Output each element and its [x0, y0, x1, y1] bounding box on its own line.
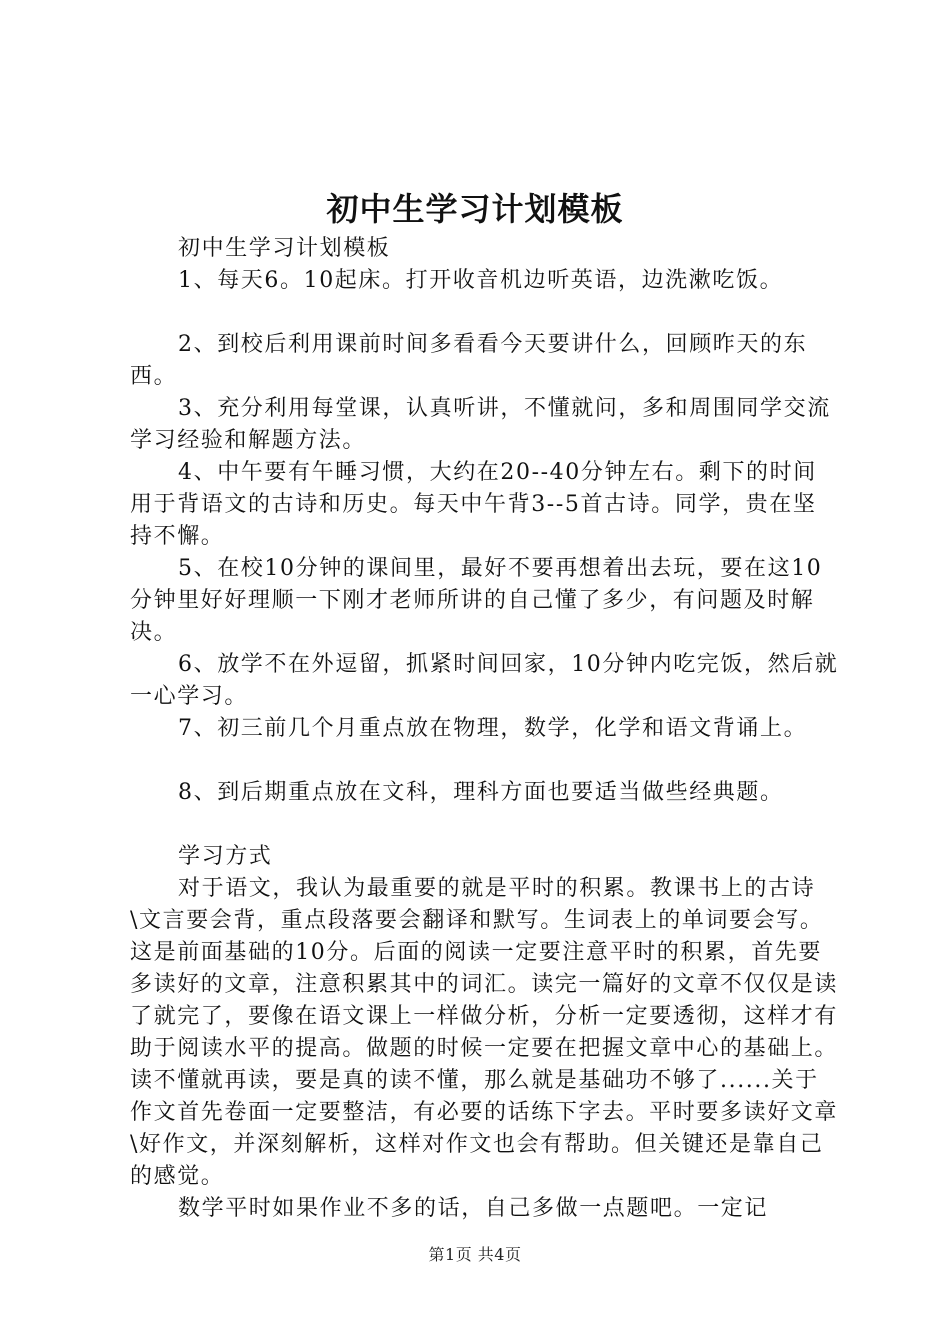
paragraph-item-2: 2、到校后利用课前时间多看看今天要讲什么，回顾昨天的东西。	[130, 332, 808, 389]
paragraph-item-4: 4、中午要有午睡习惯，大约在20--40分钟左右。剩下的时间用于背语文的古诗和历史。每天中午背3--5首古诗。同学，贵在坚持不懈。	[130, 460, 817, 549]
paragraph-item-1: 1、每天6。10起床。打开收音机边听英语，边洗漱吃饭。	[178, 268, 784, 293]
paragraph-subtitle: 初中生学习计划模板	[178, 236, 391, 261]
paragraph-item-7: 7、初三前几个月重点放在物理，数学，化学和语文背诵上。	[178, 716, 808, 741]
paragraph-math: 数学平时如果作业不多的话，自己多做一点题吧。一定记	[178, 1196, 769, 1221]
paragraph-item-6: 6、放学不在外逗留，抓紧时间回家，10分钟内吃完饭，然后就一心学习。	[130, 652, 839, 709]
paragraph-item-3: 3、充分利用每堂课，认真听讲，不懂就问，多和周围同学交流学习经验和解题方法。	[130, 396, 831, 453]
paragraph-chinese: 对于语文，我认为最重要的就是平时的积累。教课书上的古诗\文言要会背，重点段落要会翻译和默写。生词表上的单词要会写。这是前面基础的10分。后面的阅读一定要注意平时的积累，首先要多读好的文章，注意积累其中的词汇。读完一篇好的文章不仅仅是读了就完了，要像在语文课上一样做分析，分析一定要透彻，这样才有助于阅读水平的提高。做题的时候一定要在把握文章中心的基础上。读不懂就再读，要是真的读不懂，那么就是基础功不够了......关于作文首先卷面一定要整洁，有必要的话练下字去。平时要多读好文章\好作文，并深刻解析，这样对作文也会有帮助。但关键还是靠自己的感觉。	[130, 876, 839, 1189]
page-footer: 第1页 共4页	[428, 1245, 522, 1264]
paragraph-item-8: 8、到后期重点放在文科，理科方面也要适当做些经典题。	[178, 780, 784, 805]
paragraph-item-5: 5、在校10分钟的课间里，最好不要再想着出去玩，要在这10分钟里好好理顺一下刚才老师所讲的自己懂了多少，有问题及时解决。	[130, 556, 823, 645]
section-heading: 学习方式	[178, 844, 273, 869]
document-body	[130, 233, 840, 1225]
document-title: 初中生学习计划模板	[326, 190, 624, 228]
